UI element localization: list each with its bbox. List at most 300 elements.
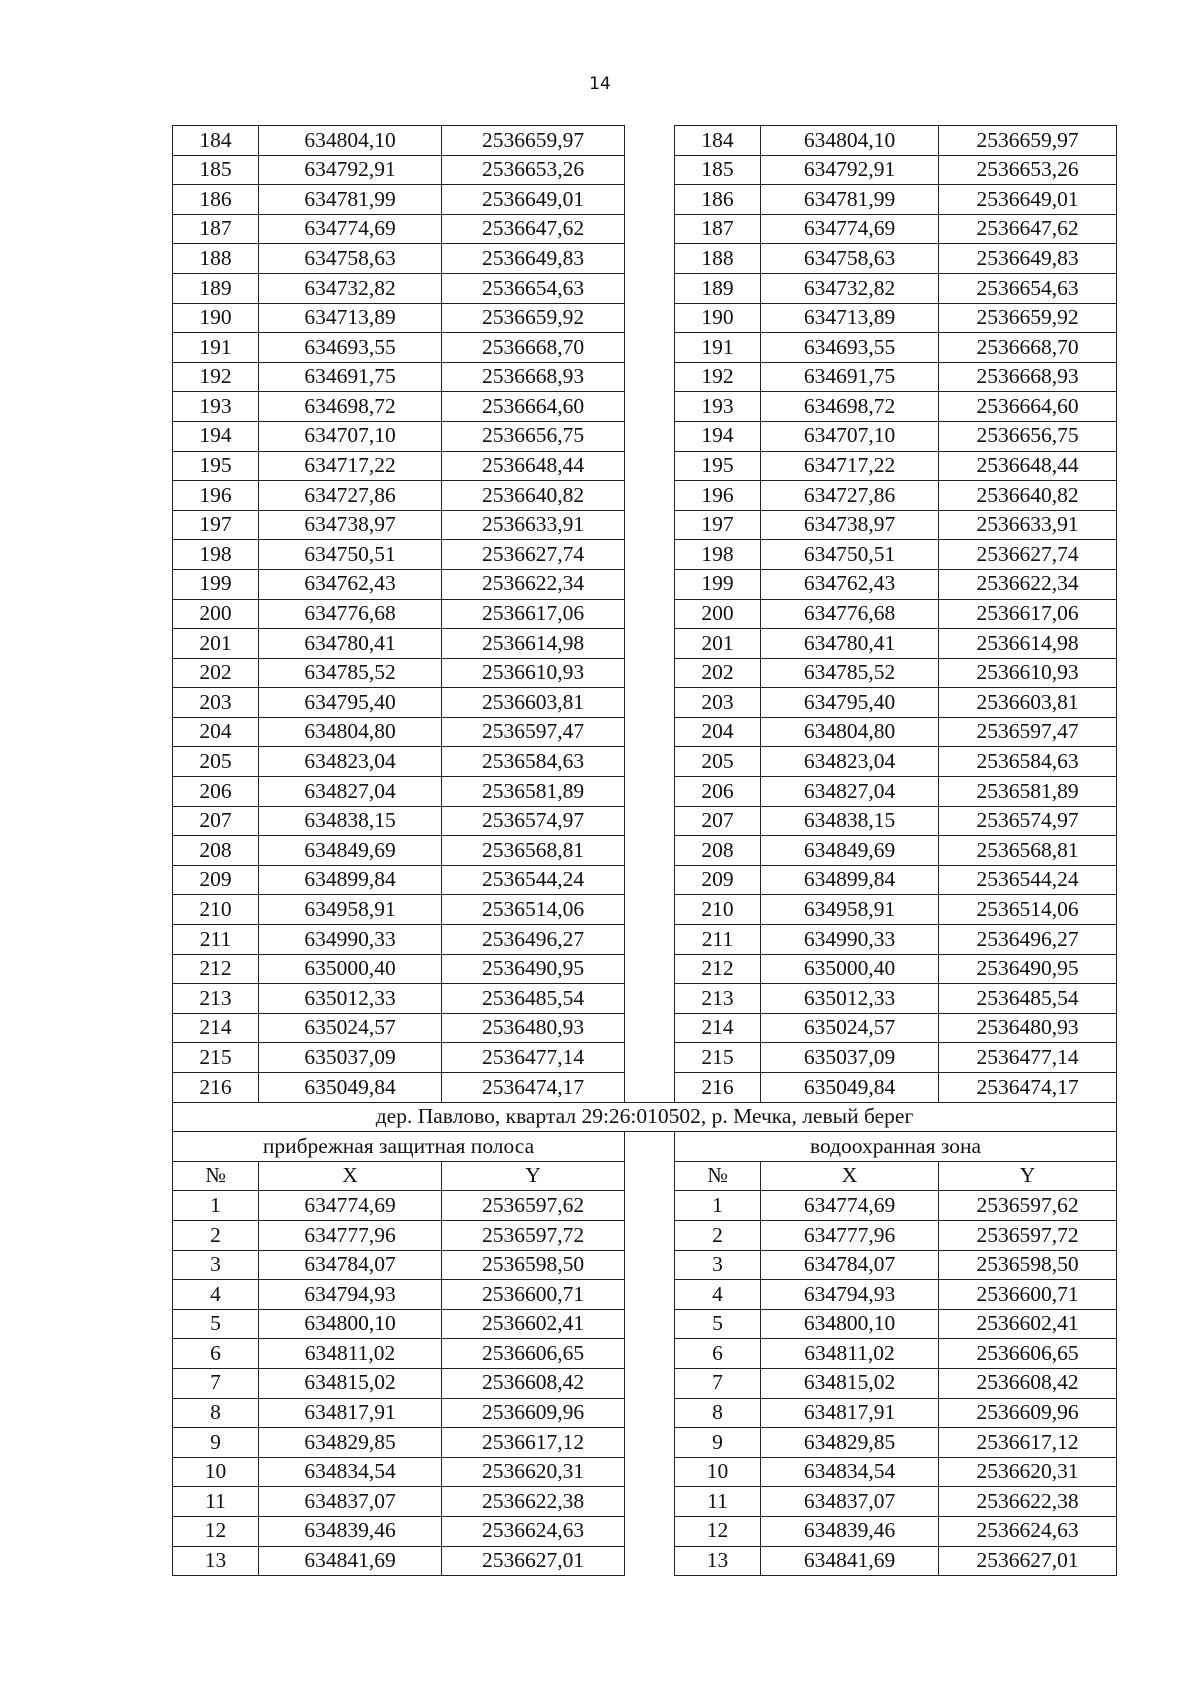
column-separator: [625, 1368, 675, 1398]
right-point-number: 5: [675, 1309, 761, 1339]
left-x-coordinate: 634817,91: [259, 1398, 442, 1428]
left-point-number: 1: [173, 1191, 259, 1221]
left-point-number: 195: [173, 451, 259, 481]
left-point-number: 200: [173, 599, 259, 629]
left-x-coordinate: 634795,40: [259, 688, 442, 718]
right-y-coordinate: 2536581,89: [939, 777, 1117, 807]
left-point-number: 190: [173, 303, 259, 333]
table-row: [173, 333, 1117, 363]
section-header-row: [173, 1132, 1117, 1162]
left-x-coordinate: 635024,57: [259, 1013, 442, 1043]
left-point-number: 196: [173, 481, 259, 511]
left-point-number: 207: [173, 806, 259, 836]
column-separator: [625, 540, 675, 570]
right-x-coordinate: 634990,33: [761, 925, 939, 955]
right-point-number: 201: [675, 629, 761, 659]
right-point-number: 2: [675, 1220, 761, 1250]
right-y-coordinate: 2536597,47: [939, 717, 1117, 747]
right-x-coordinate: 635024,57: [761, 1013, 939, 1043]
coordinates-table: [172, 125, 1117, 1576]
left-x-coordinate: 635000,40: [259, 954, 442, 984]
right-x-coordinate: 634792,91: [761, 155, 939, 185]
right-point-number: 203: [675, 688, 761, 718]
right-point-number: 198: [675, 540, 761, 570]
table-row: [173, 421, 1117, 451]
left-point-number: 193: [173, 392, 259, 422]
table-row: [173, 1220, 1117, 1250]
column-separator: [625, 895, 675, 925]
table-row: [173, 925, 1117, 955]
left-x-coordinate: 634750,51: [259, 540, 442, 570]
right-x-coordinate: 634899,84: [761, 865, 939, 895]
right-y-coordinate: 2536624,63: [939, 1516, 1117, 1546]
left-point-number: 213: [173, 984, 259, 1014]
right-point-number: 209: [675, 865, 761, 895]
right-point-number: 202: [675, 658, 761, 688]
column-separator: [625, 717, 675, 747]
right-point-number: 197: [675, 510, 761, 540]
right-x-coordinate: 634738,97: [761, 510, 939, 540]
left-x-coordinate: 635037,09: [259, 1043, 442, 1073]
right-x-coordinate: 634795,40: [761, 688, 939, 718]
right-y-coordinate: 2536480,93: [939, 1013, 1117, 1043]
left-y-coordinate: 2536614,98: [442, 629, 625, 659]
right-section-title: водоохранная зона: [675, 1132, 1117, 1162]
right-x-coordinate: 634800,10: [761, 1309, 939, 1339]
left-x-coordinate: 634784,07: [259, 1250, 442, 1280]
table-row: [173, 599, 1117, 629]
left-point-number: 199: [173, 569, 259, 599]
table-row: [173, 1487, 1117, 1517]
left-x-coordinate: 634834,54: [259, 1457, 442, 1487]
left-point-number: 201: [173, 629, 259, 659]
left-y-coordinate: 2536474,17: [442, 1073, 625, 1103]
right-x-coordinate: 634781,99: [761, 185, 939, 215]
left-y-coordinate: 2536496,27: [442, 925, 625, 955]
left-y-coordinate: 2536610,93: [442, 658, 625, 688]
right-x-coordinate: 634849,69: [761, 836, 939, 866]
right-y-coordinate: 2536614,98: [939, 629, 1117, 659]
left-point-number: 6: [173, 1339, 259, 1369]
right-x-coordinate: 634713,89: [761, 303, 939, 333]
right-point-number: 193: [675, 392, 761, 422]
right-point-number: 210: [675, 895, 761, 925]
left-y-coordinate: 2536640,82: [442, 481, 625, 511]
right-x-coordinate: 634811,02: [761, 1339, 939, 1369]
left-x-coordinate: 634727,86: [259, 481, 442, 511]
right-y-coordinate: 2536598,50: [939, 1250, 1117, 1280]
left-point-number: 204: [173, 717, 259, 747]
right-y-coordinate: 2536620,31: [939, 1457, 1117, 1487]
table-row: [173, 126, 1117, 156]
table-row: [173, 984, 1117, 1014]
column-header-row: [173, 1161, 1117, 1191]
left-y-coordinate: 2536664,60: [442, 392, 625, 422]
column-separator: [625, 392, 675, 422]
right-y-coordinate: 2536496,27: [939, 925, 1117, 955]
right-x-coordinate: 634838,15: [761, 806, 939, 836]
left-section-title: прибрежная защитная полоса: [173, 1132, 625, 1162]
right-y-coordinate: 2536640,82: [939, 481, 1117, 511]
left-y-coordinate: 2536608,42: [442, 1368, 625, 1398]
right-y-coordinate: 2536600,71: [939, 1280, 1117, 1310]
left-x-coordinate: 634732,82: [259, 273, 442, 303]
right-point-number: 6: [675, 1339, 761, 1369]
left-y-coordinate: 2536544,24: [442, 865, 625, 895]
left-y-coordinate: 2536648,44: [442, 451, 625, 481]
right-point-number: 189: [675, 273, 761, 303]
left-x-coordinate: 634811,02: [259, 1339, 442, 1369]
left-x-coordinate: 634823,04: [259, 747, 442, 777]
left-point-number: 189: [173, 273, 259, 303]
right-x-coordinate: 634777,96: [761, 1220, 939, 1250]
left-y-coordinate: 2536574,97: [442, 806, 625, 836]
left-x-coordinate: 634698,72: [259, 392, 442, 422]
left-y-coordinate: 2536480,93: [442, 1013, 625, 1043]
left-x-coordinate: 634800,10: [259, 1309, 442, 1339]
right-y-coordinate: 2536490,95: [939, 954, 1117, 984]
left-y-coordinate: 2536597,47: [442, 717, 625, 747]
right-y-coordinate: 2536609,96: [939, 1398, 1117, 1428]
column-separator: [625, 1428, 675, 1458]
right-x-coordinate: 634815,02: [761, 1368, 939, 1398]
table-row: [173, 1309, 1117, 1339]
right-y-coordinate: 2536597,72: [939, 1220, 1117, 1250]
column-separator: [625, 1161, 675, 1191]
table-row: [173, 155, 1117, 185]
table-row: [173, 1280, 1117, 1310]
left-x-coordinate: 634774,69: [259, 214, 442, 244]
column-separator: [625, 1280, 675, 1310]
table-row: [173, 688, 1117, 718]
table-row: [173, 895, 1117, 925]
right-point-number: 214: [675, 1013, 761, 1043]
left-point-number: 203: [173, 688, 259, 718]
right-y-coordinate: 2536627,01: [939, 1546, 1117, 1576]
left-x-coordinate: 634839,46: [259, 1516, 442, 1546]
left-x-coordinate: 634774,69: [259, 1191, 442, 1221]
right-point-number: 184: [675, 126, 761, 156]
table-row: [173, 451, 1117, 481]
left-x-coordinate: 634841,69: [259, 1546, 442, 1576]
table-row: [173, 362, 1117, 392]
right-point-number: 192: [675, 362, 761, 392]
table-row: [173, 1250, 1117, 1280]
right-y-coordinate: 2536648,44: [939, 451, 1117, 481]
column-separator: [625, 836, 675, 866]
right-point-number: 216: [675, 1073, 761, 1103]
right-x-coordinate: 634776,68: [761, 599, 939, 629]
right-x-coordinate: 634841,69: [761, 1546, 939, 1576]
column-separator: [625, 1191, 675, 1221]
left-point-number: 9: [173, 1428, 259, 1458]
right-point-number: 1: [675, 1191, 761, 1221]
right-y-coordinate: 2536633,91: [939, 510, 1117, 540]
left-y-coordinate: 2536617,12: [442, 1428, 625, 1458]
right-x-coordinate: 634762,43: [761, 569, 939, 599]
left-point-number: 202: [173, 658, 259, 688]
left-x-coordinate: 634691,75: [259, 362, 442, 392]
left-x-coordinate: 634785,52: [259, 658, 442, 688]
table-row: [173, 481, 1117, 511]
right-x-coordinate: 634804,80: [761, 717, 939, 747]
right-y-coordinate: 2536627,74: [939, 540, 1117, 570]
table-row: [173, 510, 1117, 540]
left-x-coordinate: 634794,93: [259, 1280, 442, 1310]
right-point-number: 215: [675, 1043, 761, 1073]
column-separator: [625, 925, 675, 955]
left-y-coordinate: 2536597,72: [442, 1220, 625, 1250]
left-x-coordinate: 634717,22: [259, 451, 442, 481]
left-y-coordinate: 2536649,83: [442, 244, 625, 274]
table-row: [173, 1043, 1117, 1073]
right-point-number: 10: [675, 1457, 761, 1487]
left-y-coordinate: 2536606,65: [442, 1339, 625, 1369]
right-x-coordinate: 635037,09: [761, 1043, 939, 1073]
right-x-coordinate: 634829,85: [761, 1428, 939, 1458]
column-separator: [625, 510, 675, 540]
right-x-coordinate: 634693,55: [761, 333, 939, 363]
left-point-number: 2: [173, 1220, 259, 1250]
right-y-coordinate: 2536597,62: [939, 1191, 1117, 1221]
left-point-number: 8: [173, 1398, 259, 1428]
left-point-number: 205: [173, 747, 259, 777]
right-y-coordinate: 2536622,34: [939, 569, 1117, 599]
right-point-number: 206: [675, 777, 761, 807]
table-row: [173, 214, 1117, 244]
left-y-coordinate: 2536622,38: [442, 1487, 625, 1517]
right-y-coordinate: 2536617,06: [939, 599, 1117, 629]
column-separator: [625, 1546, 675, 1576]
table-row: [173, 1428, 1117, 1458]
page-number: 14: [589, 74, 611, 94]
left-point-number: 4: [173, 1280, 259, 1310]
left-x-coordinate: 634693,55: [259, 333, 442, 363]
column-separator: [625, 954, 675, 984]
left-y-coordinate: 2536654,63: [442, 273, 625, 303]
left-y-coordinate: 2536490,95: [442, 954, 625, 984]
right-y-coordinate: 2536574,97: [939, 806, 1117, 836]
right-y-coordinate: 2536485,54: [939, 984, 1117, 1014]
left-x-coordinate: 634804,10: [259, 126, 442, 156]
right-y-coordinate: 2536568,81: [939, 836, 1117, 866]
left-point-number: 210: [173, 895, 259, 925]
table-row: [173, 1073, 1117, 1103]
right-point-number: 207: [675, 806, 761, 836]
right-y-coordinate: 2536617,12: [939, 1428, 1117, 1458]
right-y-coordinate: 2536584,63: [939, 747, 1117, 777]
left-point-number: 209: [173, 865, 259, 895]
column-separator: [625, 244, 675, 274]
right-y-coordinate: 2536606,65: [939, 1339, 1117, 1369]
table-row: [173, 1457, 1117, 1487]
left-x-coordinate: 634838,15: [259, 806, 442, 836]
column-separator: [625, 1073, 675, 1103]
column-separator: [625, 362, 675, 392]
right-point-number: 12: [675, 1516, 761, 1546]
table-row: [173, 303, 1117, 333]
column-separator: [625, 1457, 675, 1487]
left-point-number: 185: [173, 155, 259, 185]
left-point-number: 194: [173, 421, 259, 451]
left-x-coordinate: 634829,85: [259, 1428, 442, 1458]
column-separator: [625, 984, 675, 1014]
left-point-number: 192: [173, 362, 259, 392]
column-separator: [625, 1220, 675, 1250]
left-header-number: №: [173, 1161, 259, 1191]
left-x-coordinate: 634804,80: [259, 717, 442, 747]
table-row: [173, 540, 1117, 570]
left-y-coordinate: 2536668,70: [442, 333, 625, 363]
right-point-number: 208: [675, 836, 761, 866]
right-y-coordinate: 2536608,42: [939, 1368, 1117, 1398]
column-separator: [625, 1487, 675, 1517]
right-x-coordinate: 635049,84: [761, 1073, 939, 1103]
right-x-coordinate: 634774,69: [761, 1191, 939, 1221]
right-point-number: 186: [675, 185, 761, 215]
table-row: [173, 1339, 1117, 1369]
right-x-coordinate: 634784,07: [761, 1250, 939, 1280]
right-y-coordinate: 2536656,75: [939, 421, 1117, 451]
left-x-coordinate: 634776,68: [259, 599, 442, 629]
right-x-coordinate: 634727,86: [761, 481, 939, 511]
left-y-coordinate: 2536600,71: [442, 1280, 625, 1310]
right-x-coordinate: 634804,10: [761, 126, 939, 156]
left-x-coordinate: 634899,84: [259, 865, 442, 895]
left-y-coordinate: 2536622,34: [442, 569, 625, 599]
left-x-coordinate: 634849,69: [259, 836, 442, 866]
left-x-coordinate: 634837,07: [259, 1487, 442, 1517]
right-header-y: Y: [939, 1161, 1117, 1191]
column-separator: [625, 599, 675, 629]
right-y-coordinate: 2536602,41: [939, 1309, 1117, 1339]
right-point-number: 4: [675, 1280, 761, 1310]
right-x-coordinate: 634834,54: [761, 1457, 939, 1487]
table-row: [173, 392, 1117, 422]
table-row: [173, 865, 1117, 895]
left-y-coordinate: 2536659,97: [442, 126, 625, 156]
column-separator: [625, 1516, 675, 1546]
location-caption: дер. Павлово, квартал 29:26:010502, р. Мечка, левый берег: [173, 1102, 1117, 1132]
right-y-coordinate: 2536649,01: [939, 185, 1117, 215]
table-row: [173, 1546, 1117, 1576]
location-caption-row: [173, 1102, 1117, 1132]
table-row: [173, 836, 1117, 866]
table-row: [173, 747, 1117, 777]
left-x-coordinate: 634958,91: [259, 895, 442, 925]
right-x-coordinate: 634707,10: [761, 421, 939, 451]
right-y-coordinate: 2536477,14: [939, 1043, 1117, 1073]
right-point-number: 204: [675, 717, 761, 747]
right-y-coordinate: 2536668,93: [939, 362, 1117, 392]
left-x-coordinate: 634792,91: [259, 155, 442, 185]
right-y-coordinate: 2536622,38: [939, 1487, 1117, 1517]
column-separator: [625, 1043, 675, 1073]
right-point-number: 196: [675, 481, 761, 511]
left-y-coordinate: 2536584,63: [442, 747, 625, 777]
left-point-number: 215: [173, 1043, 259, 1073]
left-y-coordinate: 2536620,31: [442, 1457, 625, 1487]
right-point-number: 187: [675, 214, 761, 244]
column-separator: [625, 333, 675, 363]
left-x-coordinate: 635012,33: [259, 984, 442, 1014]
right-y-coordinate: 2536654,63: [939, 273, 1117, 303]
left-point-number: 214: [173, 1013, 259, 1043]
left-y-coordinate: 2536485,54: [442, 984, 625, 1014]
column-separator: [625, 569, 675, 599]
right-y-coordinate: 2536603,81: [939, 688, 1117, 718]
right-point-number: 190: [675, 303, 761, 333]
right-y-coordinate: 2536610,93: [939, 658, 1117, 688]
left-x-coordinate: 634780,41: [259, 629, 442, 659]
right-x-coordinate: 634750,51: [761, 540, 939, 570]
right-point-number: 188: [675, 244, 761, 274]
column-separator: [625, 1398, 675, 1428]
right-point-number: 8: [675, 1398, 761, 1428]
left-header-x: X: [259, 1161, 442, 1191]
left-y-coordinate: 2536598,50: [442, 1250, 625, 1280]
left-y-coordinate: 2536603,81: [442, 688, 625, 718]
right-point-number: 211: [675, 925, 761, 955]
right-point-number: 3: [675, 1250, 761, 1280]
left-point-number: 184: [173, 126, 259, 156]
right-point-number: 7: [675, 1368, 761, 1398]
right-point-number: 194: [675, 421, 761, 451]
column-separator: [625, 185, 675, 215]
left-y-coordinate: 2536602,41: [442, 1309, 625, 1339]
right-point-number: 200: [675, 599, 761, 629]
left-y-coordinate: 2536668,93: [442, 362, 625, 392]
column-separator: [625, 865, 675, 895]
left-x-coordinate: 634738,97: [259, 510, 442, 540]
right-x-coordinate: 634780,41: [761, 629, 939, 659]
table-row: [173, 1013, 1117, 1043]
left-point-number: 7: [173, 1368, 259, 1398]
right-header-x: X: [761, 1161, 939, 1191]
column-separator: [625, 1013, 675, 1043]
right-x-coordinate: 634691,75: [761, 362, 939, 392]
right-y-coordinate: 2536664,60: [939, 392, 1117, 422]
left-y-coordinate: 2536627,74: [442, 540, 625, 570]
left-point-number: 5: [173, 1309, 259, 1339]
right-y-coordinate: 2536544,24: [939, 865, 1117, 895]
right-x-coordinate: 634794,93: [761, 1280, 939, 1310]
column-separator: [625, 481, 675, 511]
right-y-coordinate: 2536649,83: [939, 244, 1117, 274]
right-point-number: 9: [675, 1428, 761, 1458]
right-y-coordinate: 2536474,17: [939, 1073, 1117, 1103]
left-point-number: 212: [173, 954, 259, 984]
table-row: [173, 185, 1117, 215]
right-y-coordinate: 2536647,62: [939, 214, 1117, 244]
table-row: [173, 1368, 1117, 1398]
left-y-coordinate: 2536653,26: [442, 155, 625, 185]
column-separator: [625, 451, 675, 481]
left-point-number: 191: [173, 333, 259, 363]
column-separator: [625, 777, 675, 807]
right-point-number: 199: [675, 569, 761, 599]
right-x-coordinate: 634732,82: [761, 273, 939, 303]
right-y-coordinate: 2536653,26: [939, 155, 1117, 185]
right-x-coordinate: 634823,04: [761, 747, 939, 777]
right-x-coordinate: 634817,91: [761, 1398, 939, 1428]
left-x-coordinate: 634758,63: [259, 244, 442, 274]
left-point-number: 206: [173, 777, 259, 807]
left-y-coordinate: 2536656,75: [442, 421, 625, 451]
right-x-coordinate: 634827,04: [761, 777, 939, 807]
left-y-coordinate: 2536633,91: [442, 510, 625, 540]
left-y-coordinate: 2536617,06: [442, 599, 625, 629]
